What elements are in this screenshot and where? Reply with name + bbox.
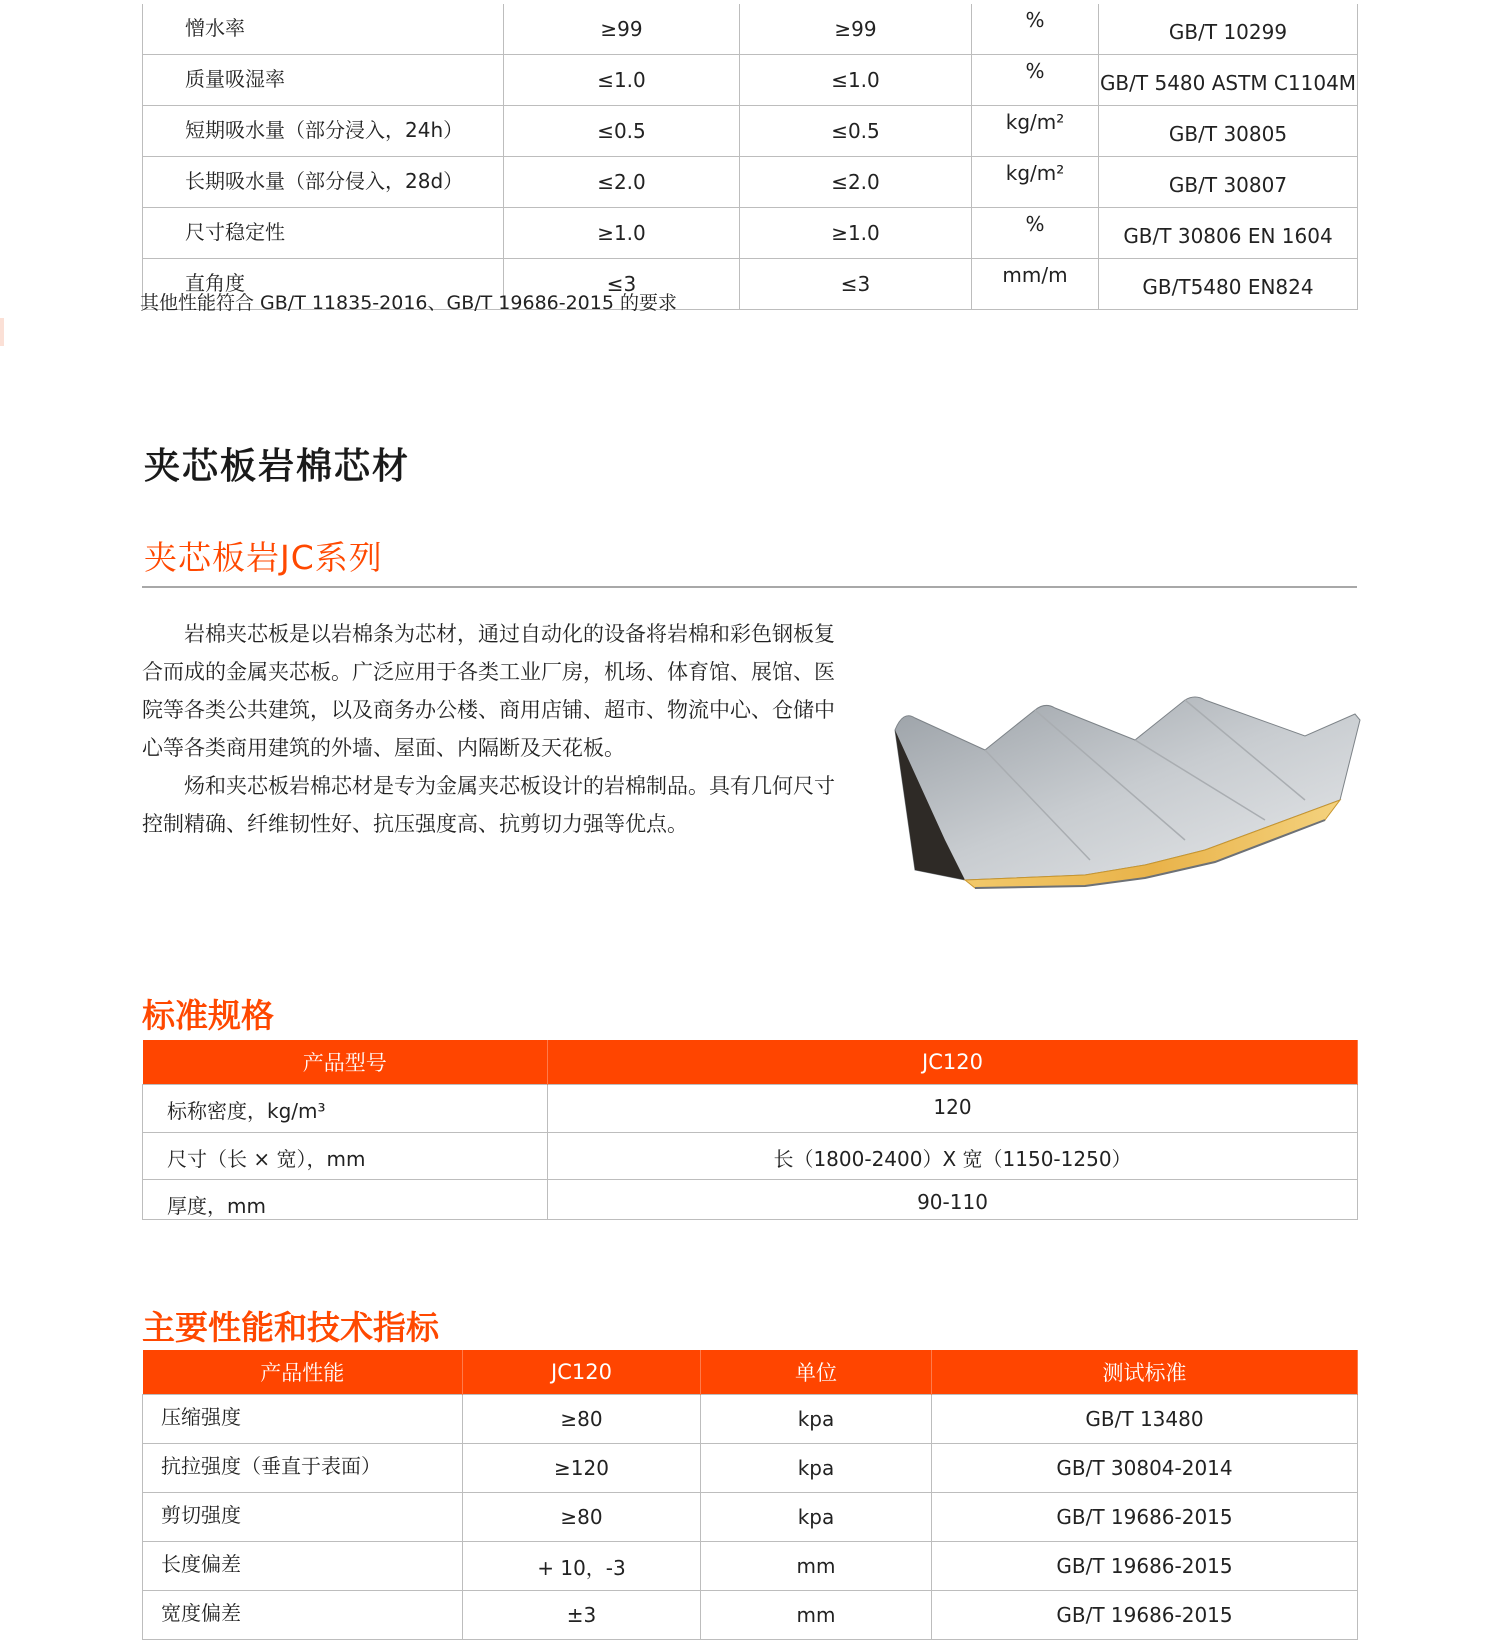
divider	[142, 586, 1357, 588]
performance-unit: kpa	[701, 1493, 932, 1542]
intro-paragraph: 岩棉夹芯板是以岩棉条为芯材，通过自动化的设备将岩棉和彩色钢板复合而成的金属夹芯板。广泛应用于各类工业厂房，机场、体育馆、展馆、医院等各类公共建筑，以及商务办公楼、商用店铺、超市、物流中心、仓储中心等各类商用建筑的外墙、屋面、内隔断及天花板。	[142, 622, 835, 760]
table-row	[143, 4, 1358, 55]
table-row	[143, 1085, 1358, 1133]
performance-value: ±3	[463, 1591, 701, 1640]
table-row	[143, 1444, 1358, 1493]
table-row	[143, 208, 1358, 259]
sandwich-panel-image	[885, 690, 1365, 890]
performance-value: ≥120	[463, 1444, 701, 1493]
section-title: 夹芯板岩棉芯材	[144, 446, 411, 487]
performance-standard: GB/T 19686-2015	[932, 1542, 1358, 1591]
property-value: ≥1.0	[504, 208, 740, 259]
spec-name: 标称密度，kg/m³	[143, 1085, 548, 1133]
table-row	[143, 1591, 1358, 1640]
spec-value: 120	[548, 1085, 1358, 1133]
table-row	[143, 1493, 1358, 1542]
property-name: 长期吸水量（部分侵入，28d）	[143, 157, 504, 208]
performance-title: 主要性能和技术指标	[142, 1308, 439, 1347]
performance-value: ≥80	[463, 1395, 701, 1444]
spec-name: 尺寸（长 × 宽），mm	[143, 1133, 548, 1180]
property-unit: kg/m²	[972, 106, 1099, 157]
property-name: 质量吸湿率	[143, 55, 504, 106]
intro-text	[142, 615, 842, 843]
performance-value: + 10，-3	[463, 1542, 701, 1591]
property-value: ≤0.5	[504, 106, 740, 157]
property-value: ≥99	[504, 4, 740, 55]
property-value: ≤3	[504, 259, 740, 310]
performance-value: ≥80	[463, 1493, 701, 1542]
properties-table-continued	[142, 4, 1358, 310]
intro-paragraph: 炀和夹芯板岩棉芯材是专为金属夹芯板设计的岩棉制品。具有几何尺寸控制精确、纤维韧性好、抗压强度高、抗剪切力强等优点。	[142, 774, 835, 836]
property-name: 尺寸稳定性	[143, 208, 504, 259]
property-unit: %	[972, 55, 1099, 106]
spec-value: 90-110	[548, 1180, 1358, 1220]
performance-standard: GB/T 19686-2015	[932, 1591, 1358, 1640]
spec-value: 长（1800-2400）X 宽（1150-1250）	[548, 1133, 1358, 1180]
performance-name: 压缩强度	[143, 1395, 463, 1444]
property-unit: %	[972, 4, 1099, 55]
spec-table	[142, 1040, 1358, 1220]
property-name: 直角度	[143, 259, 504, 310]
performance-name: 宽度偏差	[143, 1591, 463, 1640]
column-header: JC120	[548, 1040, 1358, 1085]
property-unit: kg/m²	[972, 157, 1099, 208]
series-subtitle: 夹芯板岩JC系列	[144, 538, 383, 577]
table-row	[143, 55, 1358, 106]
column-header: 产品性能	[143, 1350, 463, 1395]
performance-standard: GB/T 13480	[932, 1395, 1358, 1444]
compliance-note: 其他性能符合 GB/T 11835-2016、GB/T 19686-2015 的要求	[140, 292, 677, 314]
property-standard: GB/T 5480 ASTM C1104M	[1099, 55, 1358, 106]
property-value: ≤2.0	[504, 157, 740, 208]
performance-unit: kpa	[701, 1444, 932, 1493]
property-standard: GB/T 10299	[1099, 4, 1358, 55]
table-row	[143, 1180, 1358, 1220]
column-header: 单位	[701, 1350, 932, 1395]
table-row	[143, 1395, 1358, 1444]
property-standard: GB/T 30806 EN 1604	[1099, 208, 1358, 259]
property-value: ≥1.0	[740, 208, 972, 259]
spec-title: 标准规格	[142, 996, 274, 1035]
table-header-row	[143, 1040, 1358, 1085]
spec-name: 厚度，mm	[143, 1180, 548, 1220]
property-standard: GB/T 30805	[1099, 106, 1358, 157]
performance-standard: GB/T 19686-2015	[932, 1493, 1358, 1542]
column-header: JC120	[463, 1350, 701, 1395]
property-standard: GB/T 30807	[1099, 157, 1358, 208]
property-value: ≥99	[740, 4, 972, 55]
property-name: 憎水率	[143, 4, 504, 55]
table-row	[143, 106, 1358, 157]
table-row	[143, 1542, 1358, 1591]
property-standard: GB/T5480 EN824	[1099, 259, 1358, 310]
performance-standard: GB/T 30804-2014	[932, 1444, 1358, 1493]
property-value: ≤2.0	[740, 157, 972, 208]
edge-marker	[0, 318, 4, 346]
property-value: ≤3	[740, 259, 972, 310]
property-value: ≤0.5	[740, 106, 972, 157]
table-header-row	[143, 1350, 1358, 1395]
table-row	[143, 157, 1358, 208]
performance-table	[142, 1350, 1358, 1640]
performance-name: 抗拉强度（垂直于表面）	[143, 1444, 463, 1493]
column-header: 测试标准	[932, 1350, 1358, 1395]
performance-name: 剪切强度	[143, 1493, 463, 1542]
column-header: 产品型号	[143, 1040, 548, 1085]
performance-name: 长度偏差	[143, 1542, 463, 1591]
performance-unit: kpa	[701, 1395, 932, 1444]
property-value: ≤1.0	[740, 55, 972, 106]
property-name: 短期吸水量（部分浸入，24h）	[143, 106, 504, 157]
property-unit: mm/m	[972, 259, 1099, 310]
performance-unit: mm	[701, 1542, 932, 1591]
performance-unit: mm	[701, 1591, 932, 1640]
table-row	[143, 1133, 1358, 1180]
property-unit: %	[972, 208, 1099, 259]
property-value: ≤1.0	[504, 55, 740, 106]
